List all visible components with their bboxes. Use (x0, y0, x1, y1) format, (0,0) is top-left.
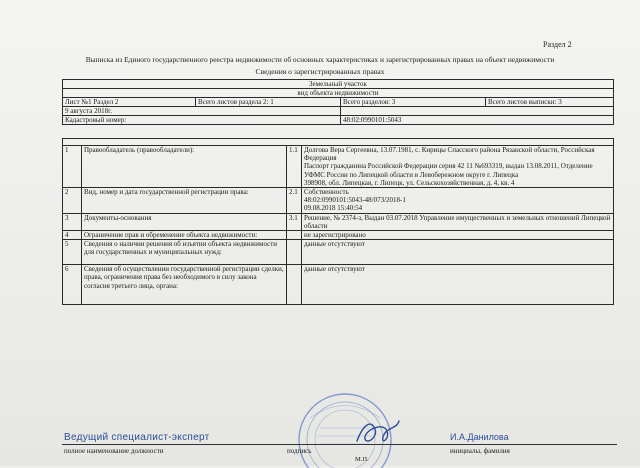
row-subnumber: 1.1 (287, 146, 302, 188)
row-subnumber (287, 240, 302, 265)
row-label: Сведения о наличии решения об изъятии объекта недвижимости для государственных и муниципальных нужд: (82, 240, 287, 265)
table-row (63, 231, 614, 240)
row-value: данные отсутствуют (302, 240, 614, 265)
caption-name: инициалы, фамилия (450, 447, 510, 455)
row-subnumber (287, 265, 302, 305)
row-number: 5 (63, 240, 82, 265)
row-number: 4 (63, 231, 82, 240)
document-title: Выписка из Единого государственного реестра недвижимости об основных характеристиках и зарегистрированных правах на объект недвижимости (85, 55, 555, 64)
row-value: Собственность 48:02:0990101:5043-48/073/2018-1 09.08.2018 15:40:54 (302, 188, 614, 214)
row-number: 1 (63, 146, 82, 188)
row-subnumber: 2.1 (287, 188, 302, 214)
sheets-in-section: Всего листов раздела 2: 1 (196, 98, 341, 107)
row-subnumber: 3.1 (287, 213, 302, 230)
document-subtitle: Сведения о зарегистрированных правах (255, 67, 385, 76)
summary-table (62, 79, 614, 125)
row-label: Вид, номер и дата государственной регистрации права: (82, 188, 287, 214)
row-value: не зарегистрировано (302, 231, 614, 240)
row-label: Правообладатель (правообладатели): (82, 146, 287, 188)
position-title: Ведущий специалист-эксперт (64, 432, 210, 443)
footer-divider (62, 444, 617, 445)
row-number: 2 (63, 188, 82, 214)
extract-date: 9 августа 2018г. (63, 107, 341, 116)
section-label: Раздел 2 (543, 40, 572, 49)
signature-icon (353, 415, 403, 453)
row-value: Долгова Вера Сергеевна, 13.07.1981, с. Кирицы Спасского района Рязанской области, Российская Федерация Паспорт гражданина Российской Федерации серия 42 11 №693319, выдан 13.08.2011, Отделение УФМС России по Липецкой области в Левобережном округе г. Липецка 398908, обл. Липецкая, г. Липецк, ул. Сельскохозяйственная, д. 4, кв. 4 (302, 146, 614, 188)
cadastral-number: 48:02:0990101:5043 (341, 116, 614, 125)
table-row (63, 213, 614, 230)
table-row (63, 240, 614, 265)
table-row (63, 146, 614, 188)
caption-position: полное наименование должности (64, 447, 164, 455)
sheets-total: Всего листов выписки: 3 (486, 98, 614, 107)
table-row (63, 265, 614, 305)
stamp-label: М.П. (355, 456, 369, 463)
object-kind-caption: вид объекта недвижимости (63, 89, 614, 98)
row-label: Сведения об осуществлении государственной регистрации сделки, права, ограничения права без необходимого в силу закона согласия третьего лица, органа: (82, 265, 287, 305)
signer-name: И.А.Данилова (450, 432, 509, 442)
table-row (63, 188, 614, 214)
sections-total: Всего разделов: 3 (341, 98, 486, 107)
object-type: Земельный участок (63, 80, 614, 89)
sheet-label: Лист №1 Раздел 2 (63, 98, 196, 107)
row-label: Документы-основания (82, 213, 287, 230)
row-value: данные отсутствуют (302, 265, 614, 305)
row-number: 3 (63, 213, 82, 230)
row-label: Ограничение прав и обременение объекта недвижимости: (82, 231, 287, 240)
row-subnumber (287, 231, 302, 240)
cadastral-label: Кадастровый номер: (63, 116, 341, 125)
caption-signature: подпись (287, 447, 312, 455)
row-value: Решение, № 2374-з, Выдан 03.07.2018 Управление имущественных и земельных отношений Липецкой области (302, 213, 614, 230)
row-number: 6 (63, 265, 82, 305)
rights-table (62, 138, 614, 305)
